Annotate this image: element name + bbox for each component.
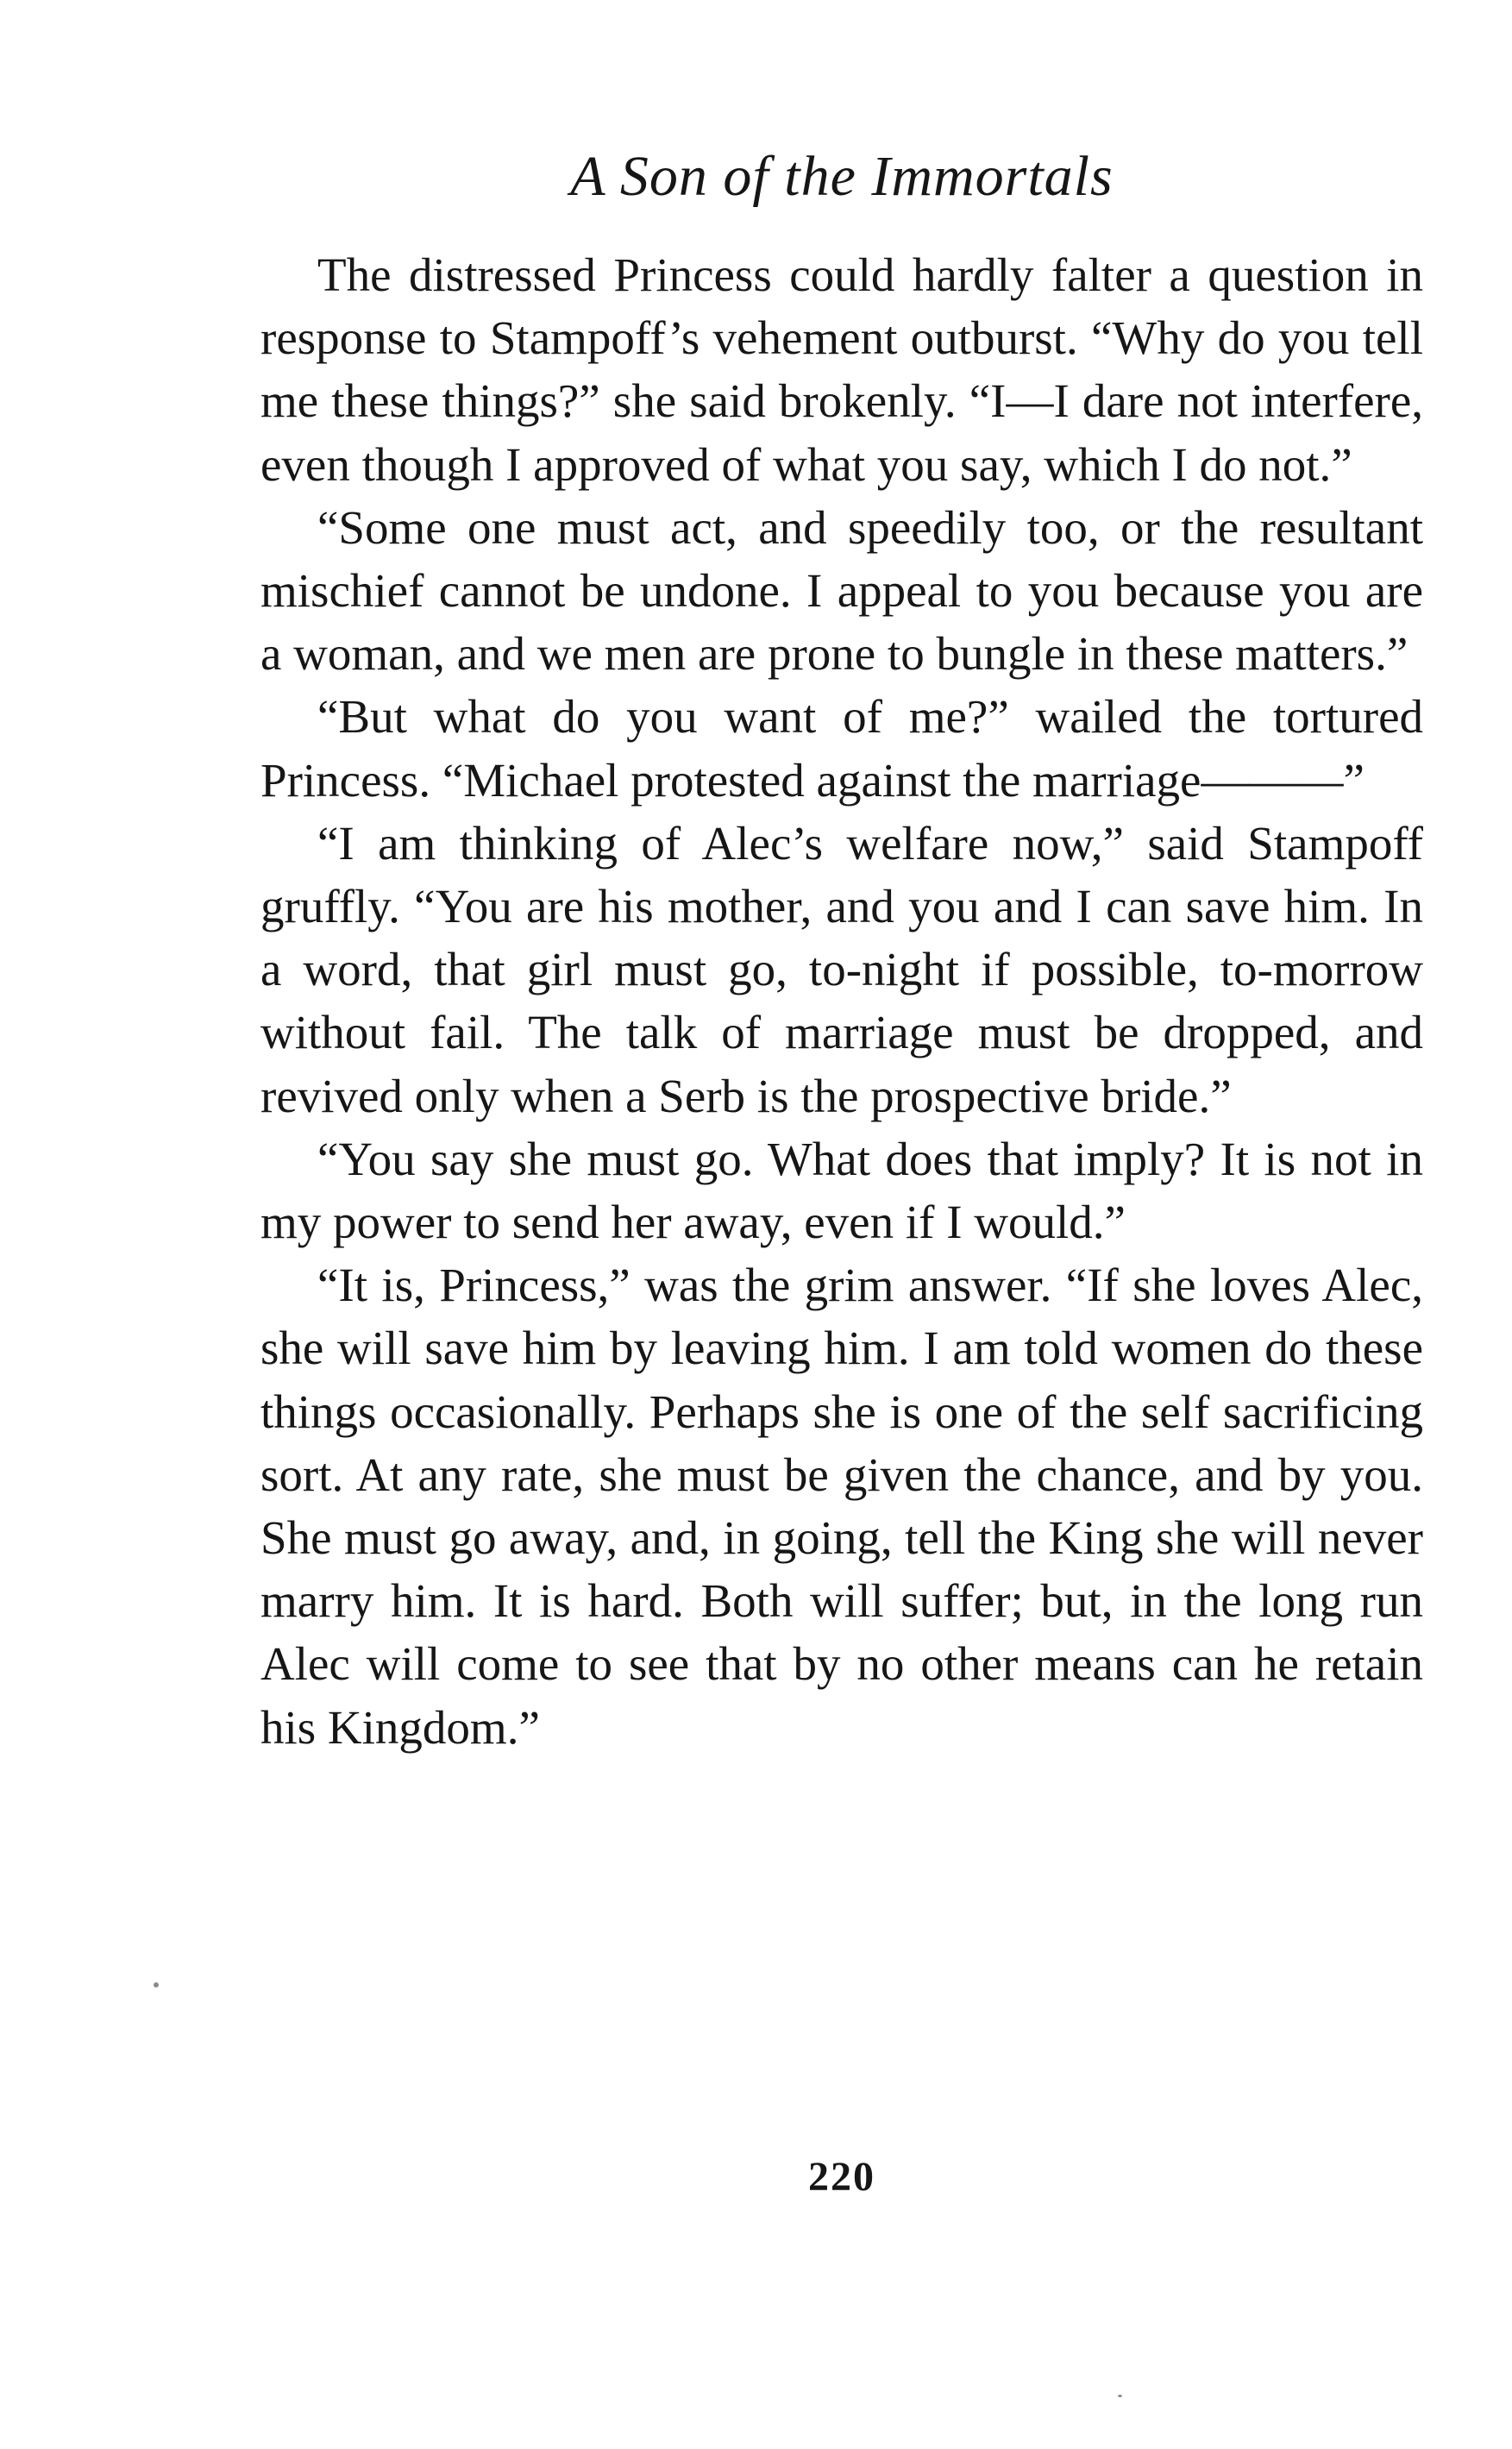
running-head: A Son of the Immortals <box>570 145 1114 208</box>
paragraph: “It is, Princess,” was the grim answer. “If she loves Alec, she will save him by leaving him. I am told women do these things occasionally. Perhaps she is one of the self sacrificing sort. At any rate, she must be given the chance, and by you. She must go away, and, in going, tell the King she will never marry him. It is hard. Both will suffer; but, in the long run Alec will come to see that by no other means can he retain his Kingdom.” <box>260 1259 1423 1754</box>
paragraph: “Some one must act, and speedily too, or the resultant mischief cannot be undone. I appeal to you because you are a woman, and we men are prone to bungle in these matters.” <box>260 500 1423 681</box>
body-text <box>260 243 1423 1759</box>
paper-speck <box>154 1982 159 1987</box>
paragraph: “I am thinking of Alec’s welfare now,” said Stampoff gruffly. “You are his mother, and you and I can save him. In a word, that girl must go, to-night if possible, to-morrow without fail. The talk of marriage must be dropped, and revived only when a Serb is the prospective bride.” <box>260 816 1423 1122</box>
paragraph: The distressed Princess could hardly falter a question in response to Stampoff’s vehement outburst. “Why do you tell me these things?” she said brokenly. “I—I dare not interfere, even though I approved of what you say, which I do not.” <box>260 248 1423 491</box>
paragraph: “You say she must go. What does that imply? It is not in my power to send her away, even if I would.” <box>260 1132 1423 1249</box>
paragraph: “But what do you want of me?” wailed the tortured Princess. “Michael protested against the marriage———” <box>260 690 1423 807</box>
paper-speck <box>1118 2395 1122 2397</box>
page-number: 220 <box>808 2154 875 2200</box>
